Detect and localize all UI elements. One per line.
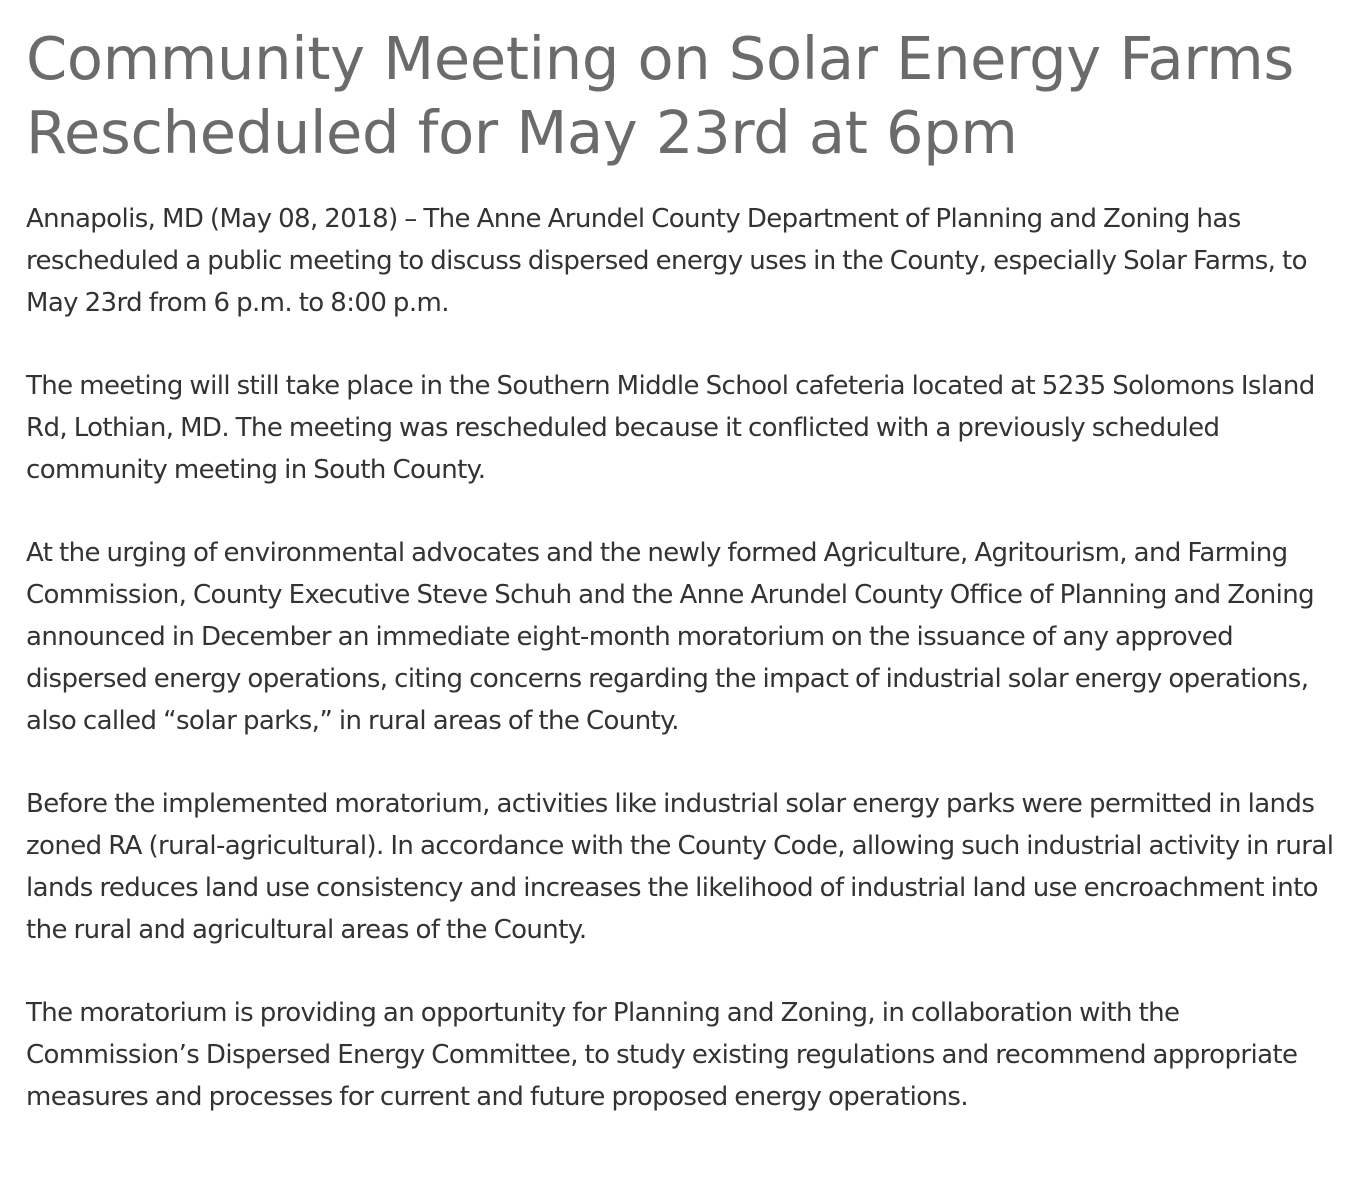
article-paragraph-2: The meeting will still take place in the Southern Middle School cafeteria located at 5235 Solomons Island Rd, Lothian, MD. The meeting was rescheduled because it conflicted with a previously scheduled community meeting in South County. (26, 371, 1315, 485)
news-article (26, 22, 1346, 1159)
article-paragraph-1: Annapolis, MD (May 08, 2018) – The Anne Arundel County Department of Planning and Zoning has rescheduled a public meeting to discuss dispersed energy uses in the County, especially Solar Farms, to May 23rd from 6 p.m. to 8:00 p.m. (26, 204, 1307, 318)
article-paragraph-3: At the urging of environmental advocates and the newly formed Agriculture, Agritourism, and Farming Commission, County Executive Steve Schuh and the Anne Arundel County Office of Planning and Zoning announced in December an immediate eight-month moratorium on the issuance of any approved dispersed energy operations, citing concerns regarding the impact of industrial solar energy operations, also called “solar parks,” in rural areas of the County. (26, 538, 1315, 736)
article-paragraph-4: Before the implemented moratorium, activities like industrial solar energy parks were permitted in lands zoned RA (rural-agricultural). In accordance with the County Code, allowing such industrial activity in rural lands reduces land use consistency and increases the likelihood of industrial land use encroachment into the rural and agricultural areas of the County. (26, 789, 1334, 945)
article-paragraph-5: The moratorium is providing an opportunity for Planning and Zoning, in collaboration with the Commission’s Dispersed Energy Committee, to study existing regulations and recommend appropriate measures and processes for current and future proposed energy operations. (26, 998, 1298, 1112)
article-body (26, 198, 1346, 1118)
article-title: Community Meeting on Solar Energy Farms Rescheduled for May 23rd at 6pm (26, 24, 1294, 167)
